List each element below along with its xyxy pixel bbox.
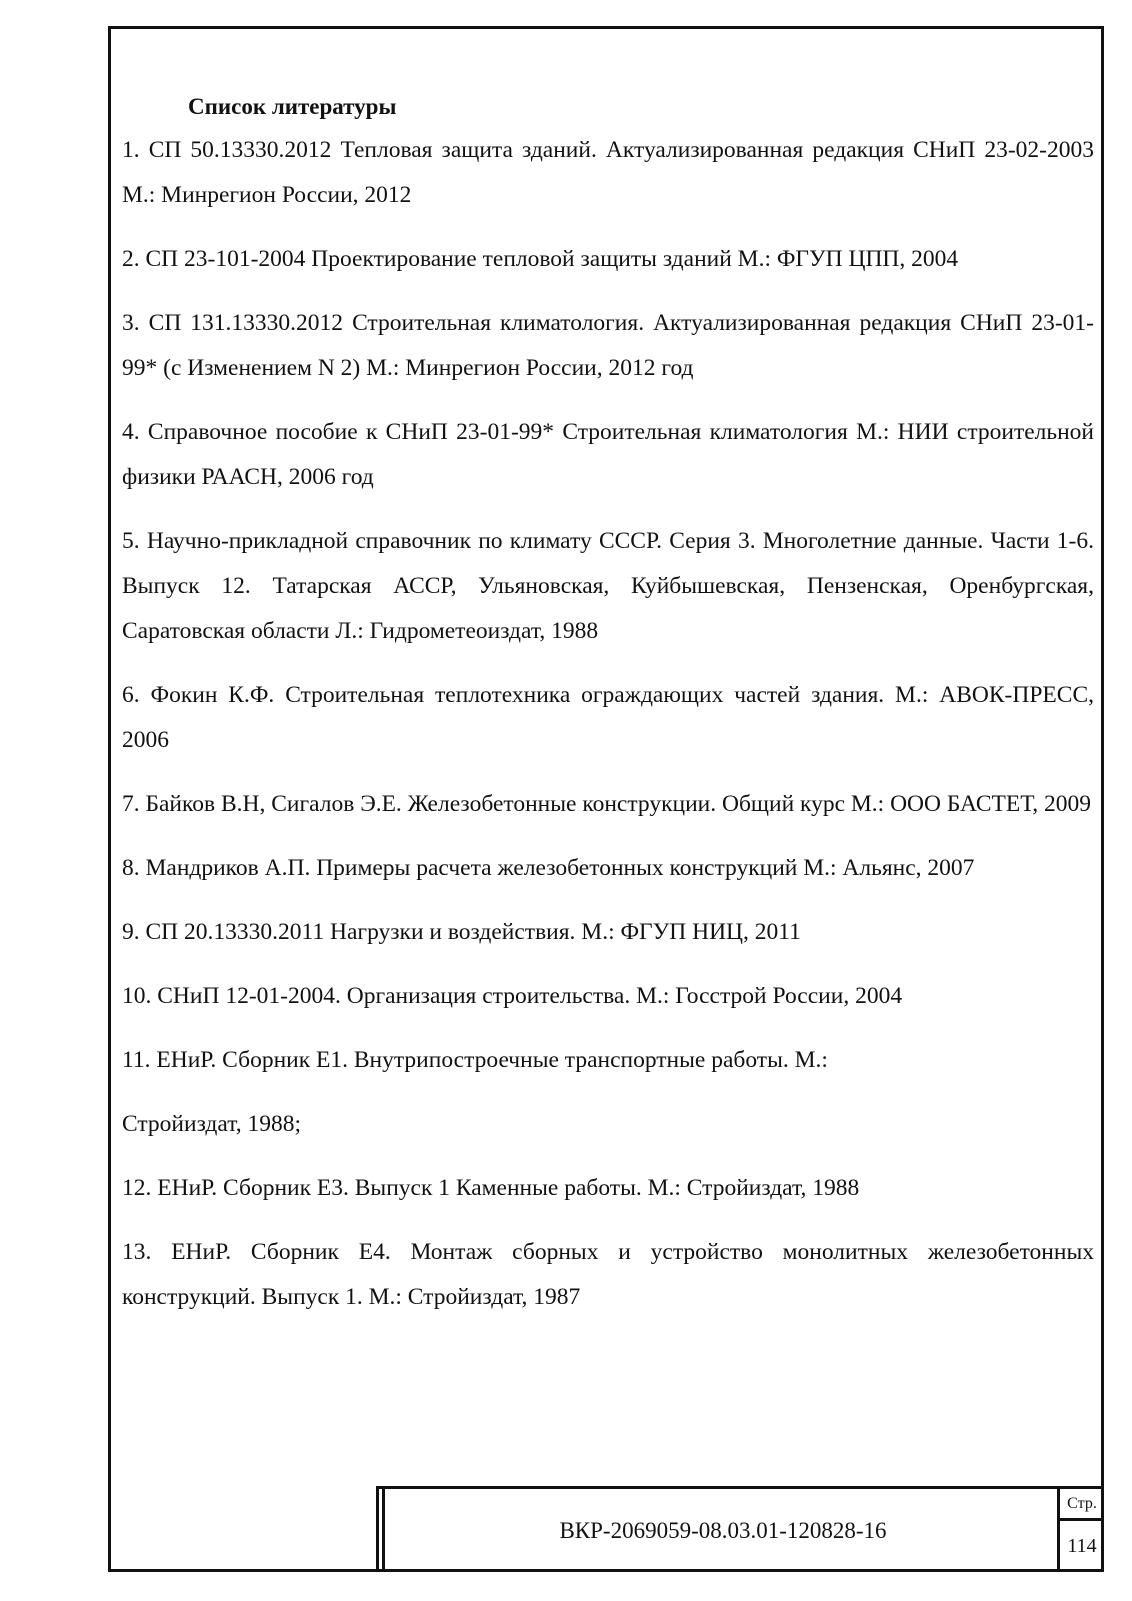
- reference-item: Стройиздат, 1988;: [122, 1111, 301, 1137]
- reference-item: 10. СНиП 12-01-2004. Организация строительства. М.: Госстрой России, 2004: [122, 983, 903, 1009]
- document-code: ВКР-2069059-08.03.01-120828-16: [559, 1517, 887, 1543]
- page-number-cell: [1057, 1489, 1104, 1572]
- reference-item: 9. СП 20.13330.2011 Нагрузки и воздействия. М.: ФГУП НИЦ, 2011: [122, 919, 801, 945]
- reference-item: 3. СП 131.13330.2012 Строительная климатология. Актуализированная редакция СНиП 23-01-99* (с Изменением N 2) М.: Минрегион России, 2012 год: [122, 310, 1094, 381]
- reference-item: 12. ЕНиР. Сборник Е3. Выпуск 1 Каменные работы. М.: Стройиздат, 1988: [122, 1175, 860, 1201]
- reference-item: 13. ЕНиР. Сборник Е4. Монтаж сборных и устройство монолитных железобетонных конструкций. Выпуск 1. М.: Стройиздат, 1987: [122, 1239, 1094, 1310]
- reference-item: 8. Мандриков А.П. Примеры расчета железобетонных конструкций М.: Альянс, 2007: [122, 855, 975, 881]
- document-body: [122, 90, 1094, 1339]
- reference-item: 6. Фокин К.Ф. Строительная теплотехника ограждающих частей здания. М.: АВОК-ПРЕСС, 2006: [122, 682, 1094, 753]
- stamp-divider: [382, 1489, 385, 1572]
- page-label: Стр.: [1060, 1489, 1104, 1521]
- reference-item: 11. ЕНиР. Сборник Е1. Внутрипостроечные транспортные работы. М.:: [122, 1047, 828, 1073]
- reference-item: 7. Байков В.Н, Сигалов Э.Е. Железобетонные конструкции. Общий курс М.: ООО БАСТЕТ, 2009: [122, 791, 1091, 817]
- reference-item: 2. СП 23-101-2004 Проектирование тепловой защиты зданий М.: ФГУП ЦПП, 2004: [122, 246, 959, 272]
- reference-item: 1. СП 50.13330.2012 Тепловая защита зданий. Актуализированная редакция СНиП 23-02-2003 М.: Минрегион России, 2012: [122, 137, 1094, 208]
- reference-item: 5. Научно-прикладной справочник по климату СССР. Серия 3. Многолетние данные. Части 1-6. Выпуск 12. Татарская АССР, Ульяновская, Куйбышевская, Пензенская, Оренбургская, Саратовская области Л.: Гидрометеоиздат, 1988: [122, 528, 1094, 644]
- reference-item: 4. Справочное пособие к СНиП 23-01-99* Строительная климатология М.: НИИ строительной физики РААСН, 2006 год: [122, 419, 1094, 490]
- title-block-stamp: [376, 1486, 1104, 1572]
- page-title: Список литературы: [188, 94, 397, 119]
- page-number: 114: [1067, 1535, 1097, 1557]
